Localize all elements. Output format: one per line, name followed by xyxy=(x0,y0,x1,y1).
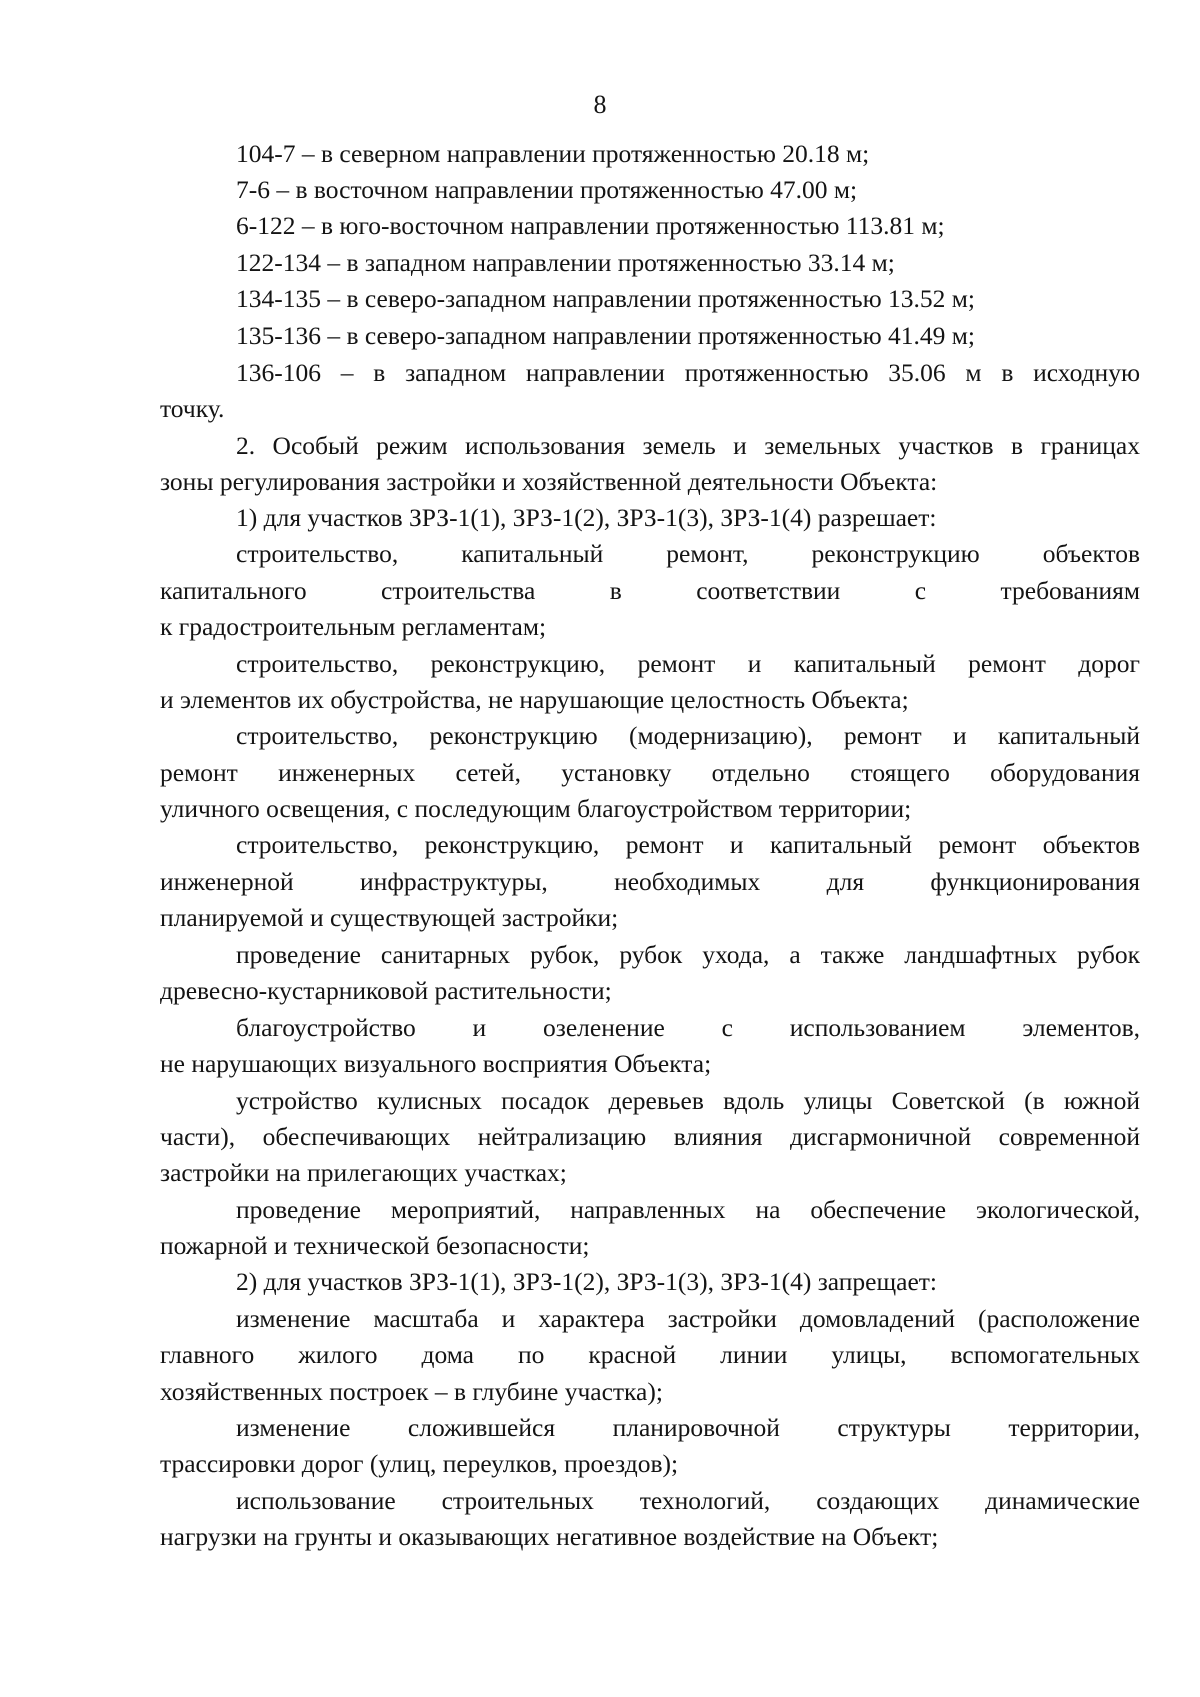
text-line: изменение масштаба и характера застройки домовладений (расположение xyxy=(236,1304,1140,1333)
page-number: 8 xyxy=(593,90,607,119)
text-line: благоустройство и озеленение с использованием элементов, xyxy=(236,1013,1140,1042)
text-line: 104-7 – в северном направлении протяженностью 20.18 м; xyxy=(236,139,870,168)
text-line: изменение сложившейся планировочной структуры территории, xyxy=(236,1413,1140,1442)
text-line: строительство, реконструкцию (модернизацию), ремонт и капитальный xyxy=(236,721,1140,750)
text-line: устройство кулисных посадок деревьев вдоль улицы Советской (в южной xyxy=(236,1086,1140,1115)
text-line: к градостроительным регламентам; xyxy=(160,612,547,641)
text-line: зоны регулирования застройки и хозяйственной деятельности Объекта: xyxy=(160,467,938,496)
text-line: точку. xyxy=(160,394,225,423)
text-line: инженерной инфраструктуры, необходимых для функционирования xyxy=(160,867,1140,896)
text-line: 134-135 – в северо-западном направлении протяженностью 13.52 м; xyxy=(236,284,975,313)
text-line: 136-106 – в западном направлении протяженностью 35.06 м в исходную xyxy=(236,358,1140,387)
text-line: пожарной и технической безопасности; xyxy=(160,1231,590,1260)
text-line: 7-6 – в восточном направлении протяженностью 47.00 м; xyxy=(236,175,858,204)
text-line: древесно-кустарниковой растительности; xyxy=(160,976,612,1005)
text-line: трассировки дорог (улиц, переулков, проездов); xyxy=(160,1449,679,1478)
text-line: строительство, капитальный ремонт, реконструкцию объектов xyxy=(236,539,1140,568)
text-line: 2) для участков ЗРЗ-1(1), ЗРЗ-1(2), ЗРЗ-1(3), ЗРЗ-1(4) запрещает: xyxy=(236,1267,938,1296)
text-line: застройки на прилегающих участках; xyxy=(160,1158,567,1187)
text-line: 135-136 – в северо-западном направлении протяженностью 41.49 м; xyxy=(236,321,975,350)
text-line: не нарушающих визуального восприятия Объекта; xyxy=(160,1049,712,1078)
text-line: проведение санитарных рубок, рубок ухода, а также ландшафтных рубок xyxy=(236,940,1140,969)
text-line: капитального строительства в соответствии с требованиям xyxy=(160,576,1140,605)
text-line: 1) для участков ЗРЗ-1(1), ЗРЗ-1(2), ЗРЗ-1(3), ЗРЗ-1(4) разрешает: xyxy=(236,503,937,532)
text-line: строительство, реконструкцию, ремонт и капитальный ремонт дорог xyxy=(236,649,1140,678)
text-line: хозяйственных построек – в глубине участка); xyxy=(160,1377,663,1406)
text-line: 2. Особый режим использования земель и земельных участков в границах xyxy=(236,431,1140,460)
text-line: главного жилого дома по красной линии улицы, вспомогательных xyxy=(160,1340,1140,1369)
text-line: ремонт инженерных сетей, установку отдельно стоящего оборудования xyxy=(160,758,1140,787)
text-line: части), обеспечивающих нейтрализацию влияния дисгармоничной современной xyxy=(160,1122,1140,1151)
text-line: планируемой и существующей застройки; xyxy=(160,903,619,932)
text-line: использование строительных технологий, создающих динамические xyxy=(236,1486,1140,1515)
text-line: нагрузки на грунты и оказывающих негативное воздействие на Объект; xyxy=(160,1522,939,1551)
text-line: проведение мероприятий, направленных на обеспечение экологической, xyxy=(236,1195,1140,1224)
text-line: строительство, реконструкцию, ремонт и капитальный ремонт объектов xyxy=(236,830,1140,859)
text-line: и элементов их обустройства, не нарушающие целостность Объекта; xyxy=(160,685,909,714)
text-line: уличного освещения, с последующим благоустройством территории; xyxy=(160,794,912,823)
text-line: 6-122 – в юго-восточном направлении протяженностью 113.81 м; xyxy=(236,211,945,240)
text-line: 122-134 – в западном направлении протяженностью 33.14 м; xyxy=(236,248,895,277)
